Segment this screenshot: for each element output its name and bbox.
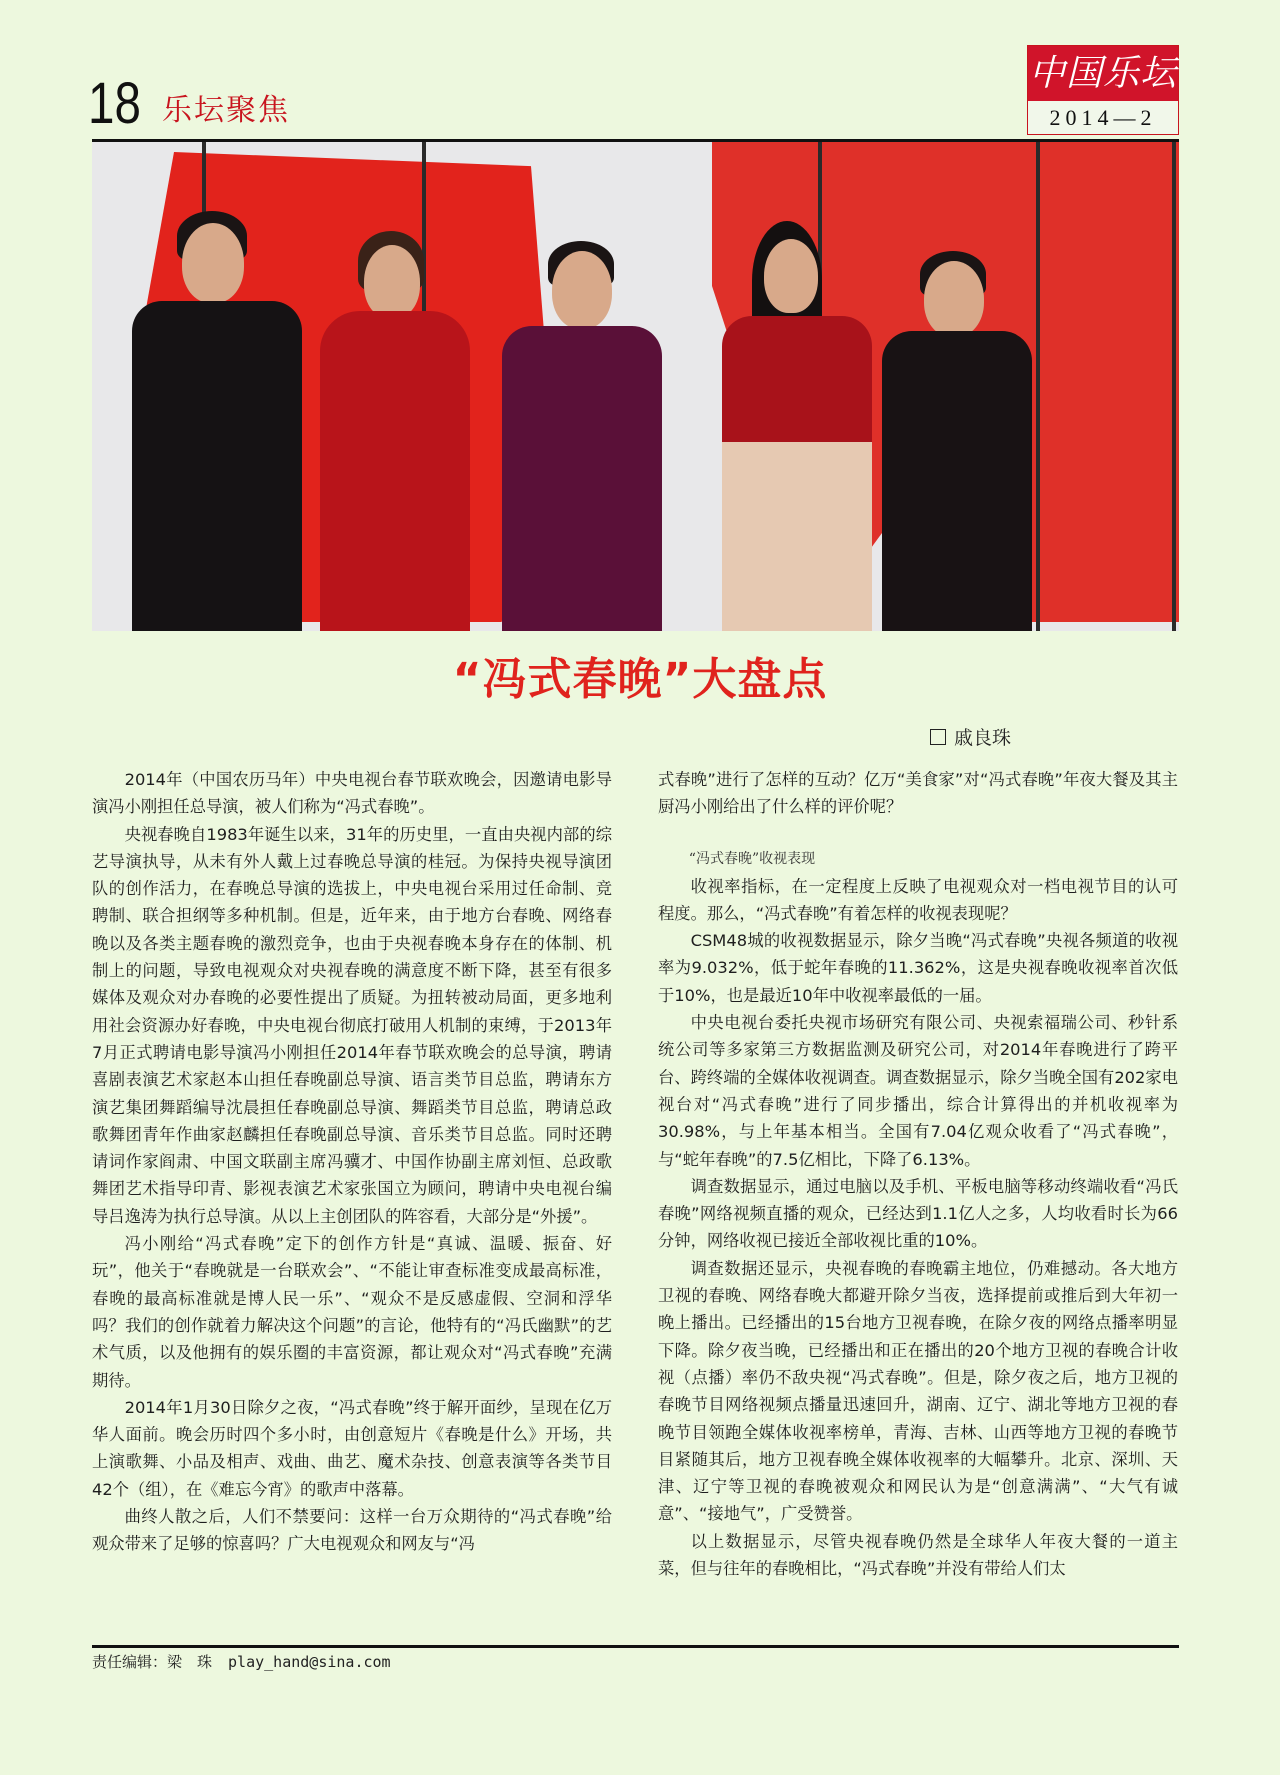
- stage-bar: [1172, 142, 1176, 631]
- article-title: “冯式春晚”大盘点: [452, 654, 828, 705]
- paragraph: 中央电视台委托央视市场研究有限公司、央视索福瑞公司、秒针系统公司等多家第三方数据监测及研究公司，对2014年春晚进行了跨平台、跨终端的全媒体收视调查。调查数据显示，除夕当晚全国有202家电视台对“冯式春晚”进行了同步播出，综合计算得出的并机收视率为30.98%，与上年基本相当。全国有7.04亿观众收看了“冯式春晚”，与“蛇年春晚”的7.5亿相比，下降了6.13%。: [658, 1013, 1178, 1169]
- paragraph: 2014年（中国农历马年）中央电视台春节联欢晚会，因邀请电影导演冯小刚担任总导演，被人们称为“冯式春晚”。: [92, 770, 612, 817]
- paragraph: 2014年1月30日除夕之夜，“冯式春晚”终于解开面纱，呈现在亿万华人面前。晚会历时四个多小时，由创意短片《春晚是什么》开场，共上演歌舞、小品及相声、戏曲、曲艺、魔术杂技、创意表演等各类节目42个（组），在《难忘今宵》的歌声中落幕。: [92, 1397, 612, 1499]
- magazine-masthead: 中国乐坛: [1028, 46, 1178, 101]
- paragraph: 收视率指标，在一定程度上反映了电视观众对一档电视节目的认可程度。那么，“冯式春晚”有着怎样的收视表现呢？: [658, 876, 1178, 923]
- footer-divider: [92, 1645, 1179, 1648]
- article-column-right: [658, 766, 1178, 1582]
- article-column-left: [92, 766, 612, 1558]
- magazine-logo: [1027, 45, 1179, 135]
- paragraph: 曲终人散之后，人们不禁要问：这样一台万众期待的“冯式春晚”给观众带来了足够的惊喜吗？广大电视观众和网友与“冯: [92, 1507, 612, 1554]
- editor-email[interactable]: play_hand@sina.com: [228, 1653, 391, 1671]
- paragraph: 调查数据还显示，央视春晚的春晚霸主地位，仍难撼动。各大地方卫视的春晚、网络春晚大都避开除夕当夜，选择提前或推后到大年初一晚上播出。已经播出的15台地方卫视春晚，在除夕夜的网络点播率明显下降。除夕夜当晚，已经播出和正在播出的20个地方卫视的春晚合计收视（点播）率仍不敌央视“冯式春晚”。但是，除夕夜之后，地方卫视的春晚节目网络视频点播量迅速回升，湖南、辽宁、湖北等地方卫视的春晚节目领跑全媒体收视率榜单，青海、吉林、山西等地方卫视的春晚节目紧随其后，地方卫视春晚全媒体收视率的大幅攀升。北京、深圳、天津、辽宁等卫视的春晚被观众和网民认为是“创意满满”、“大气有诚意”、“接地气”，广受赞誉。: [658, 1258, 1178, 1524]
- footer-credit: [92, 1650, 391, 1674]
- editor-credit: 责任编辑：梁 珠: [92, 1653, 213, 1671]
- host-figure: [502, 241, 662, 631]
- paragraph: CSM48城的收视数据显示，除夕当晚“冯式春晚”央视各频道的收视率为9.032%，低于蛇年春晚的11.362%，这是央视春晚收视率首次低于10%，也是最近10年中收视率最低的一届。: [658, 931, 1178, 1005]
- section-subheading: “冯式春晚”收视表现: [688, 850, 816, 867]
- paragraph-continued: 式春晚”进行了怎样的互动？亿万“美食家”对“冯式春晚”年夜大餐及其主厨冯小刚给出了什么样的评价呢？: [658, 770, 1178, 817]
- host-figure: [882, 251, 1032, 631]
- paragraph: 以上数据显示，尽管央视春晚仍然是全球华人年夜大餐的一道主菜，但与往年的春晚相比，“冯式春晚”并没有带给人们太: [658, 1531, 1178, 1579]
- paragraph: 冯小刚给“冯式春晚”定下的创作方针是“真诚、温暖、振奋、好玩”，他关于“春晚就是一台联欢会”、“不能让审查标准变成最高标准，春晚的最高标准就是博人民一乐”、“观众不是反感虚假、空洞和浮华吗？我们的创作就着力解决这个问题”的言论，他特有的“冯氏幽默”的艺术气质，以及他拥有的娱乐圈的丰富资源，都让观众对“冯式春晚”充满期待。: [92, 1234, 612, 1390]
- issue-number: 2014—2: [1049, 105, 1157, 130]
- author-name: 戚良珠: [954, 727, 1012, 749]
- page-number: 18: [88, 71, 141, 136]
- stage-bar: [1036, 142, 1040, 631]
- host-figure: [722, 221, 872, 631]
- host-figure: [320, 231, 470, 631]
- hero-photo: [92, 142, 1179, 631]
- byline-box-icon: [930, 729, 946, 745]
- section-title: 乐坛聚焦: [162, 93, 290, 128]
- paragraph: 央视春晚自1983年诞生以来，31年的历史里，一直由央视内部的综艺导演执导，从未有外人戴上过春晚总导演的桂冠。为保持央视导演团队的创作活力，在春晚总导演的选拔上，中央电视台采用过任命制、竞聘制、联合担纲等多种机制。但是，近年来，由于地方台春晚、网络春晚以及各类主题春晚的激烈竞争，也由于央视春晚本身存在的体制、机制上的问题，导致电视观众对央视春晚的满意度不断下降，甚至有很多媒体及观众对办春晚的必要性提出了质疑。为扭转被动局面，更多地利用社会资源办好春晚，中央电视台彻底打破用人机制的束缚，于2013年7月正式聘请电影导演冯小刚担任2014年春节联欢晚会的总导演，聘请喜剧表演艺术家赵本山担任春晚副总导演、语言类节目总监，聘请东方演艺集团舞蹈编导沈晨担任春晚副总导演、舞蹈类节目总监，聘请总政歌舞团青年作曲家赵麟担任春晚副总导演、音乐类节目总监。同时还聘请词作家阎肃、中国文联副主席冯骥才、中国作协副主席刘恒、总政歌舞团艺术指导印青、影视表演艺术家张国立为顾问，聘请中央电视台编导吕逸涛为执行总导演。从以上主创团队的阵容看，大部分是“外援”。: [92, 824, 612, 1226]
- host-figure: [132, 211, 302, 631]
- paragraph: 调查数据显示，通过电脑以及手机、平板电脑等移动终端收看“冯氏春晚”网络视频直播的观众，已经达到1.1亿人之多，人均收看时长为66分钟，网络收视已接近全部收视比重的10%。: [658, 1176, 1178, 1251]
- author-byline: [930, 725, 1011, 751]
